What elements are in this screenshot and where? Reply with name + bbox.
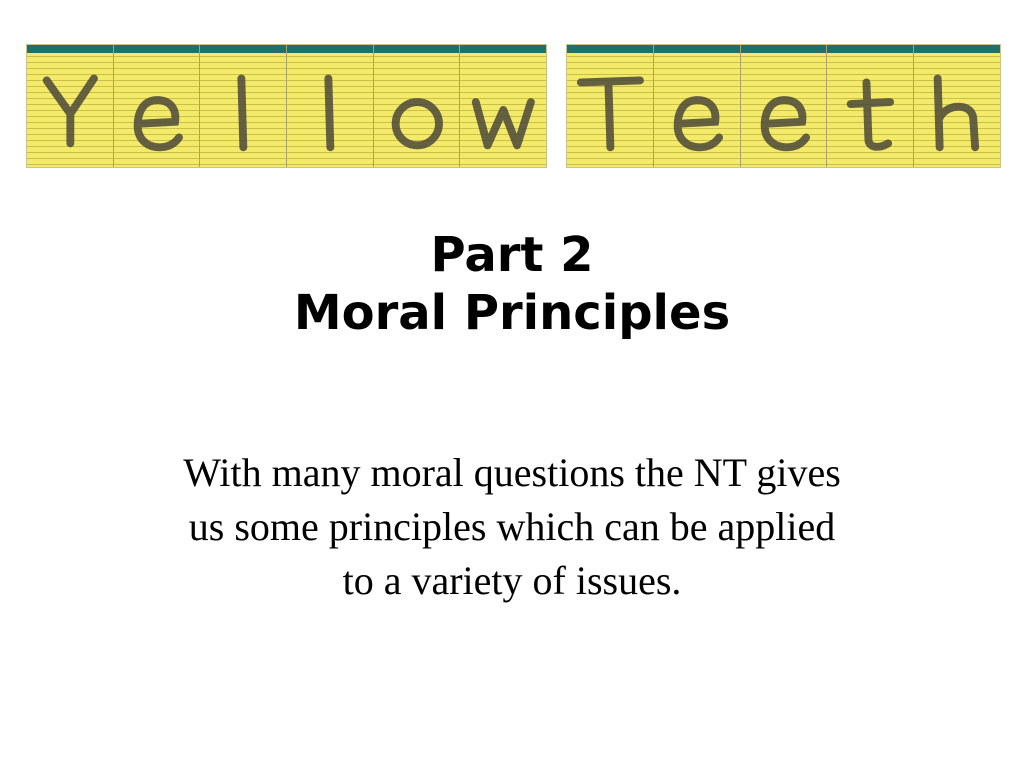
letter-tile-l1	[199, 45, 286, 167]
banner-logo-yellow	[26, 44, 547, 168]
letter-tile-t2	[826, 45, 913, 167]
letter-tile-l2	[286, 45, 373, 167]
letter-tile-y	[27, 45, 113, 167]
banner-logo-teeth	[566, 44, 1001, 168]
letter-tile-e1	[653, 45, 740, 167]
slide-title-line2: Moral Principles	[293, 285, 731, 341]
letter-tile-w	[459, 45, 546, 167]
slide-title	[0, 226, 1024, 342]
slide-title-line1: Part 2	[430, 227, 594, 283]
letter-tile-o	[373, 45, 460, 167]
letter-tile-t	[567, 45, 653, 167]
letter-tile-h	[913, 45, 1000, 167]
letter-tile-e2	[740, 45, 827, 167]
slide-body-text: With many moral questions the NT gives us some principles which can be applied to a variety of issues.	[183, 450, 841, 603]
letter-tile-e	[113, 45, 200, 167]
